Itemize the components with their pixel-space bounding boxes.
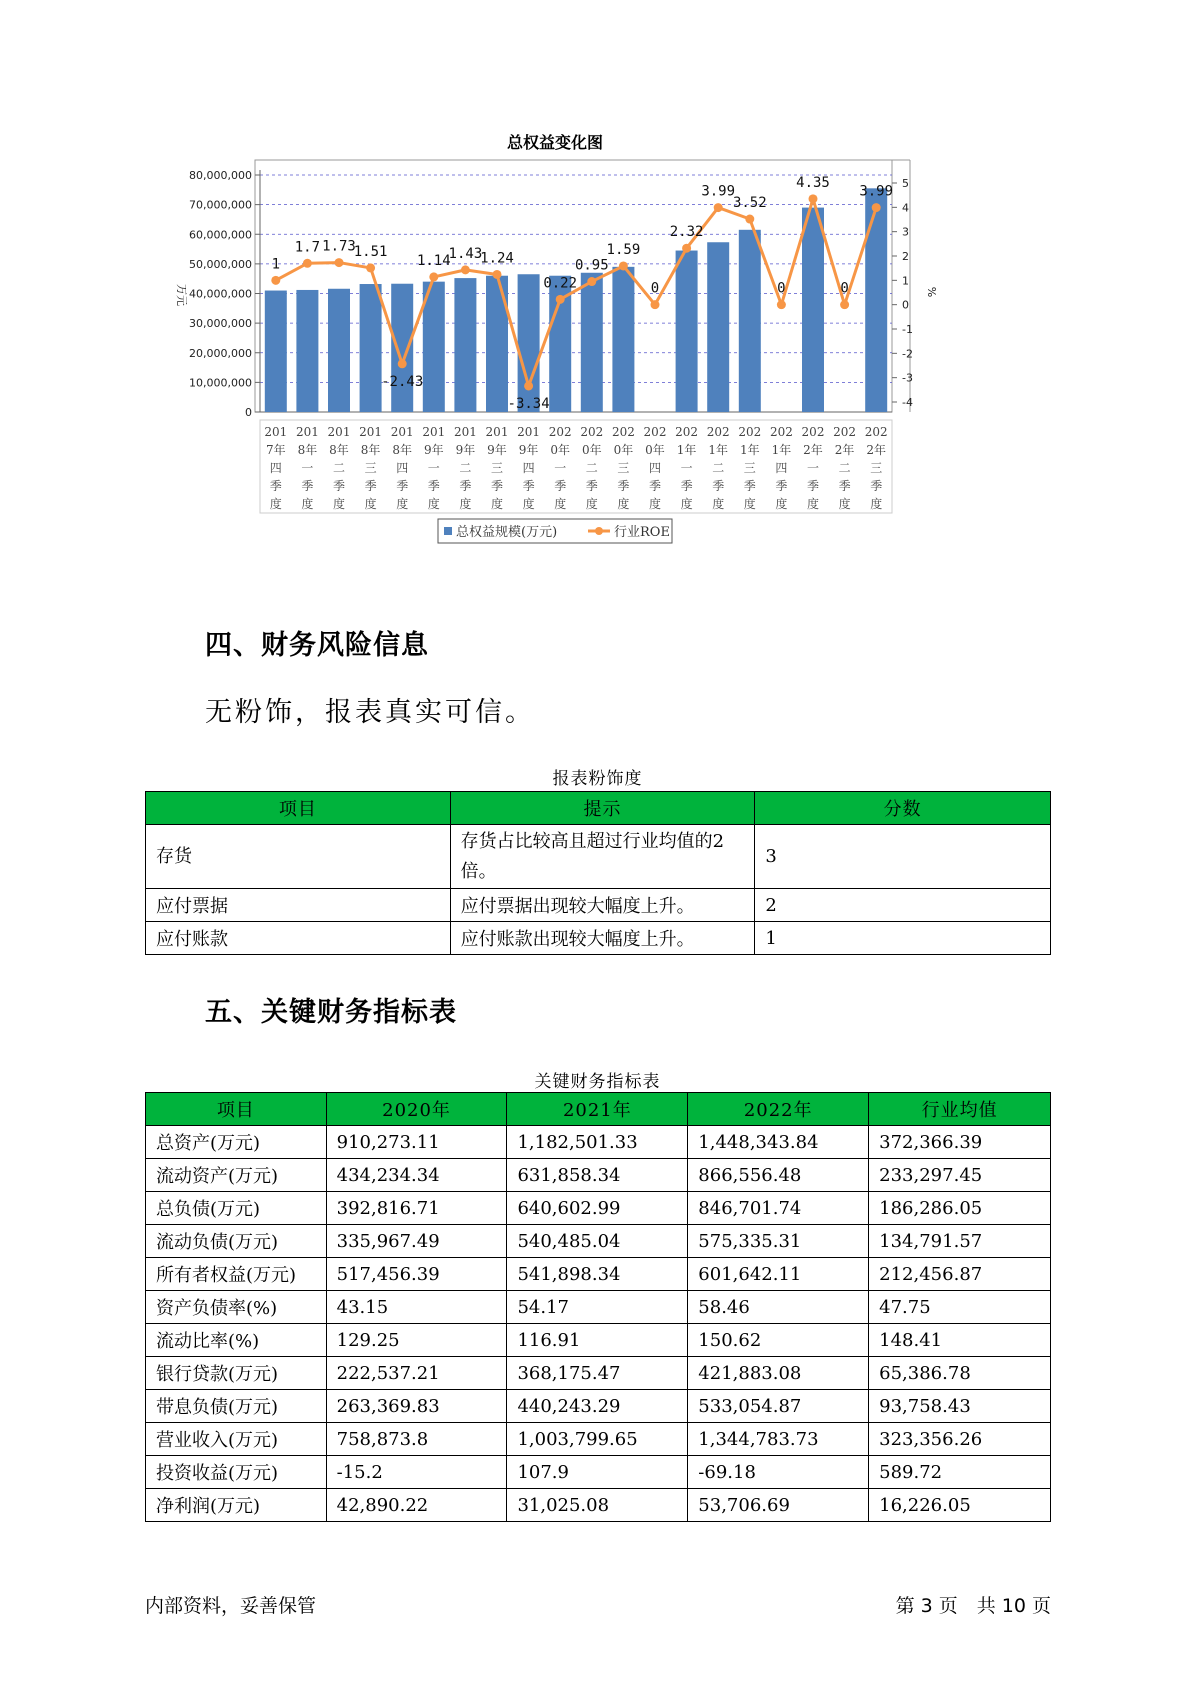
x-tick-label: 度 — [838, 497, 851, 511]
x-tick-label: 四 — [396, 461, 409, 475]
bar — [328, 289, 350, 412]
roe-data-label: 1.59 — [606, 241, 641, 258]
item-cell: 净利润(万元) — [146, 1489, 327, 1522]
value-cell: 440,243.29 — [507, 1390, 688, 1423]
x-tick-label: 二 — [712, 461, 725, 475]
value-cell: 1,182,501.33 — [507, 1126, 688, 1159]
x-tick-label: 7年 — [265, 443, 286, 457]
x-tick-label: 三 — [490, 461, 504, 475]
value-cell: 233,297.45 — [869, 1159, 1051, 1192]
x-tick-label: 202 — [738, 425, 762, 439]
bar — [581, 273, 603, 412]
value-cell: 392,816.71 — [326, 1192, 507, 1225]
value-cell: 263,369.83 — [326, 1390, 507, 1423]
roe-data-label: 3.99 — [859, 183, 894, 200]
value-cell: 222,537.21 — [326, 1357, 507, 1390]
table-caption-whitewash: 报表粉饰度 — [552, 769, 643, 789]
value-cell: 601,642.11 — [688, 1258, 869, 1291]
value-cell: 910,273.11 — [326, 1126, 507, 1159]
x-tick-label: 2年 — [803, 443, 823, 457]
x-tick-label: 季 — [712, 479, 725, 493]
x-tick-label: 202 — [548, 425, 572, 439]
y2-tick-label: 1 — [902, 274, 909, 288]
value-cell: 54.17 — [507, 1291, 688, 1324]
x-tick-label: 一 — [554, 461, 567, 475]
x-tick-label: 季 — [459, 479, 472, 493]
roe-data-label: 0.22 — [543, 275, 578, 292]
x-tick-label: 季 — [396, 479, 409, 493]
x-tick-label: 一 — [427, 461, 440, 475]
value-cell: 631,858.34 — [507, 1159, 688, 1192]
y2-tick-label: 4 — [902, 201, 909, 215]
y2-tick-label: -2 — [902, 347, 913, 361]
x-tick-label: 度 — [396, 497, 409, 511]
item-cell: 资产负债率(%) — [146, 1291, 327, 1324]
x-tick-label: 季 — [870, 479, 883, 493]
roe-point — [651, 300, 660, 309]
x-tick-label: 201 — [390, 425, 414, 439]
x-tick-label: 201 — [264, 425, 288, 439]
roe-data-label: -3.34 — [507, 395, 550, 412]
roe-point — [587, 277, 596, 286]
roe-point — [366, 263, 375, 272]
bar — [707, 242, 729, 412]
roe-point — [398, 359, 407, 368]
roe-data-label: 0.95 — [574, 257, 609, 274]
roe-point — [429, 272, 438, 281]
x-tick-label: 三 — [870, 461, 883, 475]
x-tick-label: 季 — [648, 479, 662, 493]
hint-line: 存货占比较高且超过行业均值的2 — [460, 830, 725, 852]
roe-point — [745, 215, 754, 224]
value-cell: 212,456.87 — [869, 1258, 1051, 1291]
table-row — [146, 825, 1051, 889]
x-tick-label: 度 — [743, 497, 756, 511]
x-tick-label: 9年 — [518, 443, 539, 457]
x-tick-label: 度 — [648, 497, 662, 511]
value-cell: 116.91 — [507, 1324, 688, 1357]
value-cell: 866,556.48 — [688, 1159, 869, 1192]
equity-chart — [150, 130, 1010, 600]
x-tick-label: 度 — [459, 497, 472, 511]
x-tick-label: 三 — [617, 461, 630, 475]
value-cell: 93,758.43 — [869, 1390, 1051, 1423]
x-tick-label: 三 — [364, 461, 377, 475]
y-tick-label: 0 — [245, 406, 252, 419]
x-tick-label: 二 — [838, 461, 851, 475]
legend-label: 行业ROE — [614, 525, 670, 540]
roe-data-label: 0 — [840, 280, 849, 297]
roe-point — [809, 194, 818, 203]
x-tick-label: 季 — [680, 479, 693, 493]
x-tick-label: 202 — [864, 425, 888, 439]
x-tick-label: 度 — [585, 497, 598, 511]
item-cell: 带息负债(万元) — [146, 1390, 327, 1423]
section-title-indicators: 五、关键财务指标表 — [205, 997, 457, 1028]
value-cell: 1,344,783.73 — [688, 1423, 869, 1456]
y2-tick-label: 3 — [902, 225, 909, 239]
value-cell: 434,234.34 — [326, 1159, 507, 1192]
item-cell: 应付账款 — [146, 922, 451, 955]
roe-data-label: 1.7 — [294, 239, 321, 256]
item-cell: 流动负债(万元) — [146, 1225, 327, 1258]
y2-tick-label: -1 — [902, 323, 913, 336]
x-tick-label: 季 — [427, 479, 440, 493]
value-cell: 53,706.69 — [688, 1489, 869, 1522]
value-cell: 65,386.78 — [869, 1357, 1051, 1390]
x-tick-label: 8年 — [392, 443, 413, 457]
table-row — [146, 1456, 1051, 1489]
x-tick-label: 度 — [522, 497, 535, 511]
value-cell: 540,485.04 — [507, 1225, 688, 1258]
bar — [612, 267, 634, 412]
x-tick-label: 度 — [332, 497, 346, 511]
footer-confidential: 内部资料，妥善保管 — [145, 1595, 317, 1617]
x-tick-label: 季 — [364, 479, 377, 493]
item-cell: 投资收益(万元) — [146, 1456, 327, 1489]
value-cell: 148.41 — [869, 1324, 1051, 1357]
x-tick-label: 季 — [332, 479, 346, 493]
value-cell: 150.62 — [688, 1324, 869, 1357]
x-tick-label: 度 — [269, 497, 282, 511]
x-tick-label: 202 — [675, 425, 699, 439]
x-tick-label: 201 — [453, 425, 477, 439]
x-tick-label: 2年 — [866, 443, 887, 457]
x-tick-label: 9年 — [423, 443, 444, 457]
y2-tick-label: 5 — [902, 177, 909, 190]
value-cell: 589.72 — [869, 1456, 1051, 1489]
bar — [518, 274, 540, 412]
x-tick-label: 202 — [801, 425, 825, 439]
equity-chart-svg — [150, 130, 1010, 600]
header-cell: 提示 — [450, 792, 755, 825]
x-tick-label: 一 — [806, 461, 820, 475]
value-cell: 335,967.49 — [326, 1225, 507, 1258]
value-cell: 758,873.8 — [326, 1423, 507, 1456]
value-cell: 129.25 — [326, 1324, 507, 1357]
y2-tick-label: -4 — [902, 396, 913, 409]
x-tick-label: 一 — [680, 461, 693, 475]
x-tick-label: 9年 — [487, 443, 507, 457]
risk-summary-text: 无粉饰，报表真实可信。 — [205, 697, 535, 728]
value-cell: 846,701.74 — [688, 1192, 869, 1225]
y2-tick-label: -3 — [902, 371, 913, 385]
value-cell: 58.46 — [688, 1291, 869, 1324]
header-cell: 项目 — [146, 1093, 327, 1126]
y2-tick-label: 2 — [902, 250, 909, 263]
value-cell: 323,356.26 — [869, 1423, 1051, 1456]
hint-cell: 应付账款出现较大幅度上升。 — [450, 922, 755, 955]
y-tick-label: 20,000,000 — [189, 346, 252, 360]
table-row — [146, 1258, 1051, 1291]
table-row — [146, 1324, 1051, 1357]
roe-point — [271, 276, 280, 285]
x-tick-label: 度 — [775, 497, 788, 511]
item-cell: 总资产(万元) — [146, 1126, 327, 1159]
x-tick-label: 度 — [364, 497, 377, 511]
hint-line: 倍。 — [460, 860, 497, 882]
table-row — [146, 922, 1051, 955]
indicators-table — [145, 1092, 1051, 1522]
value-cell: 541,898.34 — [507, 1258, 688, 1291]
footer-page-number: 第 3 页 共 10 页 — [895, 1595, 1051, 1617]
x-tick-label: 8年 — [297, 443, 318, 457]
roe-point — [682, 244, 691, 253]
value-cell: 134,791.57 — [869, 1225, 1051, 1258]
item-cell: 流动比率(%) — [146, 1324, 327, 1357]
value-cell: 43.15 — [326, 1291, 507, 1324]
x-tick-label: 201 — [485, 425, 509, 439]
bar — [676, 251, 698, 412]
y2-axis-title: % — [925, 286, 938, 298]
roe-point — [461, 265, 470, 274]
roe-point — [493, 270, 502, 279]
roe-data-label: 1.51 — [353, 243, 388, 260]
value-cell: 186,286.05 — [869, 1192, 1051, 1225]
x-tick-label: 一 — [301, 461, 314, 475]
table-header-row — [146, 792, 1051, 825]
header-cell: 项目 — [146, 792, 451, 825]
table-row — [146, 1489, 1051, 1522]
y-tick-label: 10,000,000 — [189, 376, 252, 390]
legend-bar-swatch — [444, 527, 452, 535]
value-cell: -69.18 — [688, 1456, 869, 1489]
bar — [865, 188, 887, 412]
x-tick-label: 8年 — [329, 443, 349, 457]
value-cell: 575,335.31 — [688, 1225, 869, 1258]
x-tick-label: 季 — [301, 479, 314, 493]
x-tick-label: 度 — [617, 497, 630, 511]
bar — [802, 208, 824, 412]
x-tick-label: 季 — [585, 479, 598, 493]
x-tick-label: 8年 — [360, 443, 381, 457]
table-row — [146, 1126, 1051, 1159]
x-tick-label: 202 — [611, 425, 635, 439]
item-cell: 营业收入(万元) — [146, 1423, 327, 1456]
item-cell: 应付票据 — [146, 889, 451, 922]
item-cell: 总负债(万元) — [146, 1192, 327, 1225]
x-tick-label: 201 — [517, 425, 541, 439]
bar — [296, 290, 318, 412]
hint-cell — [450, 825, 755, 889]
y-tick-label: 40,000,000 — [189, 287, 252, 301]
indicators-table-body — [146, 1126, 1051, 1522]
roe-data-label: 1.43 — [448, 245, 483, 262]
bar — [265, 291, 287, 412]
x-tick-label: 202 — [706, 425, 730, 439]
y2-tick-label: 0 — [902, 298, 909, 312]
x-tick-label: 三 — [743, 461, 756, 475]
header-cell: 2021年 — [507, 1093, 688, 1126]
score-cell: 3 — [755, 825, 1051, 889]
roe-point — [872, 203, 881, 212]
item-cell: 存货 — [146, 825, 451, 889]
section-title-risk: 四、财务风险信息 — [205, 630, 429, 661]
header-cell: 2022年 — [688, 1093, 869, 1126]
x-tick-label: 0年 — [581, 443, 602, 457]
x-tick-label: 202 — [643, 425, 667, 439]
roe-point — [303, 259, 312, 268]
table-row — [146, 889, 1051, 922]
value-cell: 107.9 — [507, 1456, 688, 1489]
item-cell: 流动资产(万元) — [146, 1159, 327, 1192]
roe-data-label: 4.35 — [796, 174, 830, 191]
roe-point — [714, 203, 723, 212]
value-cell: 42,890.22 — [326, 1489, 507, 1522]
value-cell: 517,456.39 — [326, 1258, 507, 1291]
table-header-row — [146, 1093, 1051, 1126]
x-tick-label: 二 — [459, 461, 472, 475]
table-row — [146, 1357, 1051, 1390]
x-tick-label: 202 — [833, 425, 857, 439]
x-tick-label: 202 — [580, 425, 604, 439]
x-tick-label: 201 — [327, 425, 351, 439]
x-tick-label: 四 — [775, 461, 788, 475]
x-tick-label: 二 — [332, 461, 346, 475]
value-cell: 47.75 — [869, 1291, 1051, 1324]
roe-data-label: 1 — [271, 256, 281, 273]
score-cell: 2 — [755, 889, 1051, 922]
x-tick-label: 201 — [359, 425, 383, 439]
value-cell: 640,602.99 — [507, 1192, 688, 1225]
x-tick-label: 季 — [490, 479, 504, 493]
roe-data-label: 1.14 — [416, 252, 451, 269]
value-cell: 1,003,799.65 — [507, 1423, 688, 1456]
roe-data-label: 0 — [650, 280, 660, 297]
x-tick-label: 1年 — [708, 443, 729, 457]
value-cell: 16,226.05 — [869, 1489, 1051, 1522]
roe-data-label: 3.99 — [701, 183, 736, 200]
y-tick-label: 50,000,000 — [189, 257, 252, 271]
x-tick-label: 0年 — [645, 443, 665, 457]
x-tick-label: 季 — [269, 479, 282, 493]
value-cell: 31,025.08 — [507, 1489, 688, 1522]
roe-point — [840, 300, 849, 309]
x-tick-label: 二 — [585, 461, 598, 475]
legend-label: 总权益规模(万元) — [456, 525, 558, 540]
item-cell: 所有者权益(万元) — [146, 1258, 327, 1291]
header-cell: 2020年 — [326, 1093, 507, 1126]
table-row — [146, 1159, 1051, 1192]
table-caption-indicators: 关键财务指标表 — [534, 1072, 661, 1092]
y-axis-title: 万元 — [175, 284, 188, 306]
roe-data-label: 2.32 — [669, 224, 704, 241]
x-tick-label: 度 — [301, 497, 314, 511]
x-tick-label: 202 — [769, 425, 793, 439]
x-tick-label: 201 — [422, 425, 446, 439]
roe-data-label: 0 — [777, 280, 786, 297]
value-cell: 533,054.87 — [688, 1390, 869, 1423]
header-cell: 分数 — [755, 792, 1051, 825]
table-row — [146, 1225, 1051, 1258]
value-cell: 421,883.08 — [688, 1357, 869, 1390]
item-cell: 银行贷款(万元) — [146, 1357, 327, 1390]
roe-data-label: 1.73 — [322, 238, 356, 255]
x-tick-label: 201 — [295, 425, 319, 439]
roe-point — [556, 295, 565, 304]
chart-title: 总权益变化图 — [506, 133, 604, 152]
table-row — [146, 1390, 1051, 1423]
table-row — [146, 1423, 1051, 1456]
roe-point — [335, 258, 344, 267]
y-tick-label: 70,000,000 — [189, 198, 252, 212]
table-row — [146, 1291, 1051, 1324]
x-tick-label: 季 — [838, 479, 851, 493]
roe-data-label: 3.52 — [732, 195, 767, 212]
y-tick-label: 30,000,000 — [189, 317, 252, 331]
x-tick-label: 度 — [427, 497, 440, 511]
x-tick-label: 四 — [648, 461, 662, 475]
x-tick-label: 0年 — [550, 443, 571, 457]
x-tick-label: 季 — [743, 479, 756, 493]
value-cell: -15.2 — [326, 1456, 507, 1489]
value-cell: 368,175.47 — [507, 1357, 688, 1390]
legend-line-marker — [595, 527, 603, 535]
y-tick-label: 80,000,000 — [189, 169, 252, 182]
table-row — [146, 1192, 1051, 1225]
x-tick-label: 0年 — [613, 443, 634, 457]
value-cell: 1,448,343.84 — [688, 1126, 869, 1159]
x-tick-label: 度 — [870, 497, 883, 511]
x-tick-label: 四 — [522, 461, 535, 475]
x-tick-label: 季 — [806, 479, 820, 493]
x-tick-label: 1年 — [771, 443, 792, 457]
hint-cell: 应付票据出现较大幅度上升。 — [450, 889, 755, 922]
roe-point — [777, 300, 786, 309]
x-tick-label: 季 — [775, 479, 788, 493]
x-tick-label: 2年 — [834, 443, 855, 457]
x-tick-label: 度 — [806, 497, 820, 511]
bar — [391, 284, 413, 412]
x-tick-label: 度 — [490, 497, 504, 511]
y-tick-label: 60,000,000 — [189, 228, 252, 242]
roe-data-label: 1.24 — [480, 250, 514, 267]
x-tick-label: 度 — [554, 497, 567, 511]
roe-point — [524, 381, 533, 390]
value-cell: 372,366.39 — [869, 1126, 1051, 1159]
x-tick-label: 季 — [522, 479, 535, 493]
roe-data-label: -2.43 — [381, 373, 424, 390]
x-tick-label: 1年 — [739, 443, 760, 457]
roe-point — [619, 261, 628, 270]
bar — [739, 230, 761, 412]
category-frame — [260, 420, 892, 513]
x-tick-label: 度 — [712, 497, 725, 511]
x-tick-label: 四 — [269, 461, 282, 475]
header-cell: 行业均值 — [869, 1093, 1051, 1126]
bar — [454, 278, 476, 412]
x-tick-label: 9年 — [455, 443, 476, 457]
whitewash-table — [145, 791, 1051, 955]
bar — [360, 284, 382, 412]
x-tick-label: 1年 — [676, 443, 697, 457]
x-tick-label: 季 — [554, 479, 567, 493]
score-cell: 1 — [755, 922, 1051, 955]
x-tick-label: 度 — [680, 497, 693, 511]
x-tick-label: 季 — [617, 479, 630, 493]
